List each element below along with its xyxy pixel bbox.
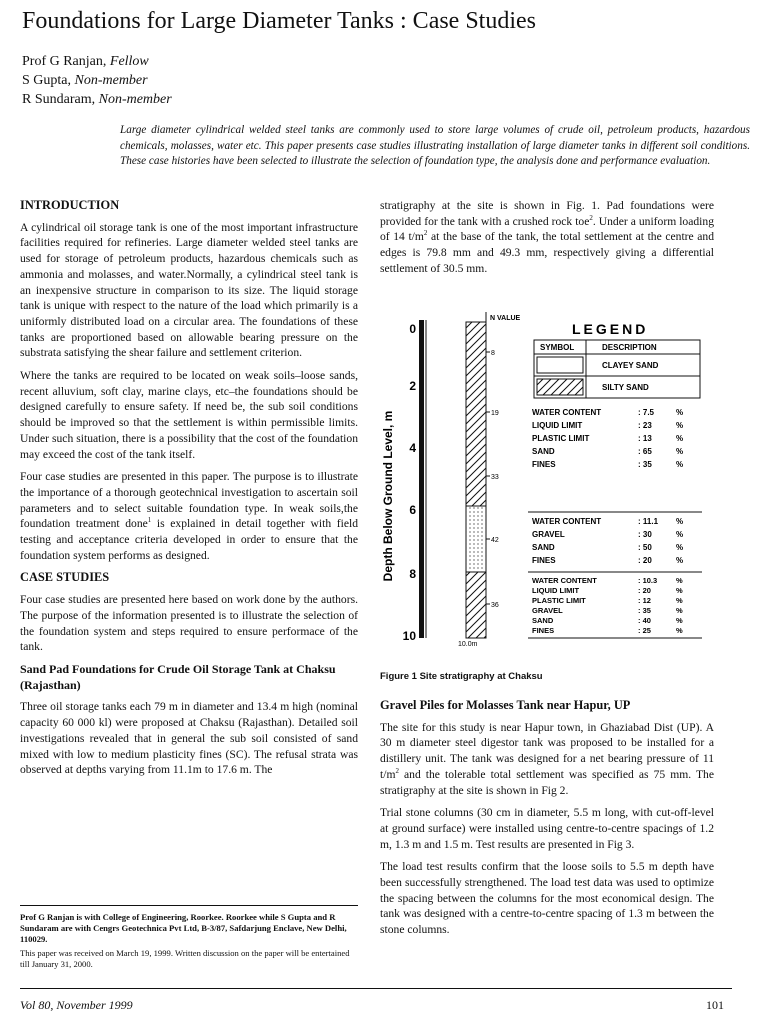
svg-text:%: % (676, 576, 683, 585)
svg-text:PLASTIC LIMIT: PLASTIC LIMIT (532, 596, 586, 605)
svg-text:%: % (676, 530, 684, 539)
svg-text:PLASTIC LIMIT: PLASTIC LIMIT (532, 434, 590, 443)
section-heading-introduction: INTRODUCTION (20, 198, 120, 212)
svg-text:%: % (676, 434, 684, 443)
paragraph: Four case studies are presented here based on work done by the authors. The purpose of the information presented is to illustrate the selection of the foundation system and steps required to ensure performace of the tank. (20, 593, 358, 654)
svg-text:GRAVEL: GRAVEL (532, 530, 565, 539)
svg-text:WATER CONTENT: WATER CONTENT (532, 408, 602, 417)
svg-text:%: % (676, 517, 684, 526)
svg-text:%: % (676, 596, 683, 605)
svg-text:: 30: : 30 (638, 530, 652, 539)
svg-text:%: % (676, 586, 683, 595)
figure-caption: Figure 1 Site stratigraphy at Chaksu (380, 671, 543, 682)
section-heading-case-studies: CASE STUDIES (20, 570, 110, 585)
svg-text:%: % (676, 421, 684, 430)
n-value: 33 (491, 474, 499, 481)
legend-description: SILTY SAND (602, 383, 649, 392)
svg-text:GRAVEL: GRAVEL (532, 606, 563, 615)
n-value: 42 (491, 537, 499, 544)
svg-text:%: % (676, 616, 683, 625)
y-tick-label: 2 (409, 379, 416, 393)
svg-text:FINES: FINES (532, 460, 556, 469)
silty-sand-layer (466, 506, 486, 572)
svg-text:: 35: : 35 (638, 460, 652, 469)
journal-volume: Vol 80, November 1999 (20, 998, 133, 1012)
svg-text:%: % (676, 460, 684, 469)
svg-text:%: % (676, 626, 683, 635)
footer-rule (20, 988, 732, 989)
svg-text:: 40: : 40 (638, 616, 651, 625)
svg-text:: 11.1: : 11.1 (638, 517, 659, 526)
author-affiliation-footnote (20, 905, 358, 970)
received-note: This paper was received on March 19, 1999. Written discussion on the paper will be entertained till January 31, 2000. (20, 948, 350, 969)
layer2-properties (532, 517, 683, 565)
svg-text:: 20: : 20 (638, 586, 651, 595)
svg-text:: 25: : 25 (638, 626, 651, 635)
legend-description: CLAYEY SAND (602, 361, 659, 370)
legend-header: DESCRIPTION (602, 343, 657, 352)
y-tick-label: 10 (402, 629, 416, 643)
svg-text:: 65: : 65 (638, 447, 652, 456)
svg-text:: 35: : 35 (638, 606, 651, 615)
clayey-sand-layer (466, 572, 486, 638)
paragraph: Trial stone columns (30 cm in diameter, 5.5 m long, with cut-off-level at ground surface) were installed using centre-to-centre spacings of 1.2 m, 1.3 m and 1.5 m. Test results are presented in Fig 3. (380, 806, 714, 851)
svg-text:SAND: SAND (532, 447, 555, 456)
author: R Sundaram, Non-member (22, 92, 172, 107)
svg-text:WATER CONTENT: WATER CONTENT (532, 576, 597, 585)
svg-text:: 7.5: : 7.5 (638, 408, 655, 417)
svg-text:%: % (676, 543, 684, 552)
bottom-depth-label: 10.0m (458, 641, 478, 648)
y-tick-label: 8 (409, 567, 416, 581)
svg-text:: 23: : 23 (638, 421, 652, 430)
layer3-properties (532, 576, 683, 635)
legend-title: LEGEND (572, 321, 649, 337)
paragraph: Three oil storage tanks each 79 m in diameter and 13.4 m high (nominal capacity 60 000 kl) were proposed at Chaksu (Rajasthan). Detailed soil investigations revealed that in general the sub soil consisted of sand mixed with low to medium plasticity fines (SC). The refusal strata was observed at depths varying from 11.1m to 17.6 m. The (20, 700, 358, 777)
subsection-heading-sand-pad: Sand Pad Foundations for Crude Oil Storage Tank at Chaksu (Rajasthan) (20, 661, 336, 692)
n-value: 8 (491, 350, 495, 357)
svg-text:: 50: : 50 (638, 543, 652, 552)
paragraph: stratigraphy at the site is shown in Fig. 1. Pad foundations were provided for the tank with a crushed rock toe$^2$. Under a uniform loading of 14 $t/m^2$ at the base of the tank, the total settlement at the centre and edges is 79.8 mm and 49.3 mm, respectively giving a differential settlement of 30.5 mm. (380, 199, 715, 275)
paragraph: Four case studies are presented in this paper. The purpose is to illustrate the importance of a thorough geotechnical investigation to ascertain soil parameters and to select suitable foundation type. In weak soils,the foundation treatment done$^1$ is explained in detail together with field testing and acceptance criteria developed in order to ensure that the foundation system performs as designed. (20, 470, 359, 562)
svg-text:LIQUID LIMIT: LIQUID LIMIT (532, 586, 580, 595)
y-tick-label: 0 (409, 322, 416, 336)
svg-text:SAND: SAND (532, 543, 555, 552)
author: Prof G Ranjan, Fellow (22, 54, 149, 69)
author-list (22, 52, 172, 109)
y-tick-label: 4 (409, 441, 416, 455)
right-column-top (380, 198, 714, 284)
author: S Gupta, Non-member (22, 73, 148, 88)
svg-text:: 10.3: : 10.3 (638, 576, 658, 585)
left-column (20, 198, 358, 785)
depth-scale-bar (419, 320, 424, 638)
svg-text:%: % (676, 447, 684, 456)
abstract: Large diameter cylindrical welded steel tanks are commonly used to store large volumes of crude oil, petroleum products, hazardous chemicals, molasses, water etc. This paper presents case studies illustrating installation of large diameter tanks in different soil conditions. These case histories have been selected to illustrate the selection of foundation type, the analysis done and performance evaluation. (120, 124, 750, 167)
n-value: 19 (491, 410, 499, 417)
paragraph: The site for this study is near Hapur town, in Ghaziabad Dist (UP). A 30 m diameter steel digestor tank was proposed to be installed for a distillery unit. The tank was designed for a net bearing pressure of 11 $t/m^2$ and the tolerable total settlement was specified as 75 mm. The stratigraphy at the site is shown in Fig 2. (380, 720, 714, 797)
layer1-properties (532, 408, 683, 469)
y-tick-label: 6 (409, 503, 416, 517)
svg-text:%: % (676, 606, 683, 615)
y-axis-label: Depth Below Ground Level, m (381, 410, 395, 582)
svg-text:%: % (676, 556, 684, 565)
svg-text:: 12: : 12 (638, 596, 651, 605)
affiliation: Prof G Ranjan is with College of Engineering, Roorkee. Roorkee while S Gupta and R Sundaram are with Cengrs Geotechnica Pvt Ltd, B-3/87, Safdarjung Enclave, New Delhi, 110029. (20, 912, 347, 944)
paper-title: Foundations for Large Diameter Tanks : Case Studies (22, 8, 537, 34)
svg-text:: 13: : 13 (638, 434, 652, 443)
paragraph: Where the tanks are required to be located on weak soils–loose sands, recent alluvium, soft clay, marine clays, etc–the foundations should be designed carefully to ensure safety. If need be, the sub soil conditions should be improved so that the settlement is within permissible limits. Under such situation, there is a possibility that the cost of the foundation may exceed the cost of the tank itself. (20, 369, 358, 461)
paragraph: A cylindrical oil storage tank is one of the most important infrastructure facilities required for refineries. Large diameter welded steel tanks are used for storage of petroleum products, hazardous chemicals such as ammonia and molasses, and water.Normally, a cylindrical steel tank is an inexpensive structure in comparison to its size. The liquid storage tank is unique with respect to the nature of the load which primarily is a uniformly distributed load on a circular area. The foundations of these tanks are proportioned based on allowable bearing pressure on the substrata satisfying the shear failure and settlement criterion. (20, 220, 358, 360)
n-value: 36 (491, 602, 499, 609)
clayey-sand-layer (466, 322, 486, 506)
svg-text:FINES: FINES (532, 556, 556, 565)
page-number: 101 (706, 998, 724, 1012)
n-value-label: N VALUE (490, 315, 521, 322)
svg-text:WATER CONTENT: WATER CONTENT (532, 517, 602, 526)
right-column-bottom (380, 698, 714, 945)
clayey-sand-symbol (537, 357, 583, 373)
paragraph: The load test results confirm that the loose soils to 5.5 m depth have been successfully strengthened. The load test data was used to optimize the spacing between the columns for the most economical design. The tank was designed with a centre-to-centre spacing of 1.3 m between the stone columns. (380, 860, 714, 937)
subsection-heading-gravel-piles: Gravel Piles for Molasses Tank near Hapur, UP (380, 698, 631, 712)
silty-sand-symbol (537, 379, 583, 395)
svg-text:FINES: FINES (532, 626, 555, 635)
svg-text:SAND: SAND (532, 616, 554, 625)
figure-site-stratigraphy (376, 306, 716, 650)
svg-text:LIQUID LIMIT: LIQUID LIMIT (532, 421, 583, 430)
legend-header: SYMBOL (540, 343, 575, 352)
svg-text:%: % (676, 408, 684, 417)
svg-text:: 20: : 20 (638, 556, 652, 565)
